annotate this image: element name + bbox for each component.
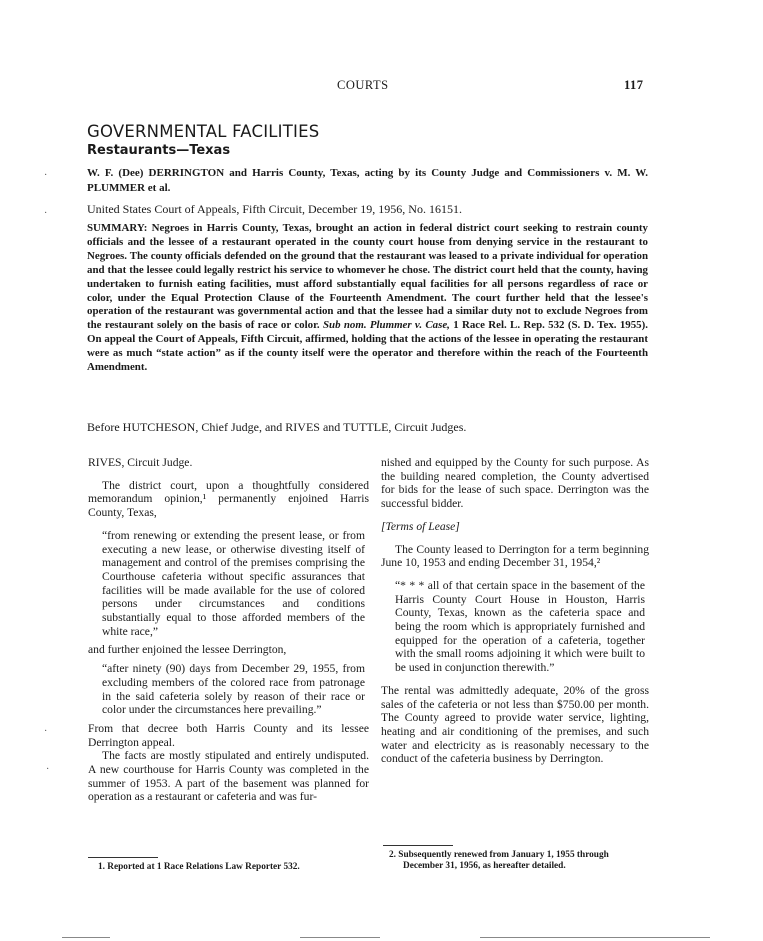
scan-speck: ·	[44, 208, 48, 219]
footnote-2-line-2: December 31, 1956, as hereafter detailed.	[403, 861, 566, 871]
opinion-paragraph: The facts are mostly stipulated and entirely undisputed. A new courthouse for Harris County was completed in the summer of 1953. A part of the basement was planned for operation as a restaurant or cafeteria and was fur-	[88, 749, 369, 804]
court-line: United States Court of Appeals, Fifth Circuit, December 19, 1956, No. 16151.	[87, 202, 462, 216]
scan-speck: ·	[44, 170, 48, 181]
summary-text: Negroes in Harris County, Texas, brought an action in federal district court seeking to restrain county officials and the lessee of a restaurant operated in the county court house from denying service in the restaurant to Negroes. The county officials defended on the ground that the restaurant was leased to a private individual for operation and that the lessee could legally restrict his service to whomever he chose. The district court held that the county, having undertaken to furnish eating facilities, must afford substantially equal facilities for all persons regardless of race or color, under the Equal Protection Clause of the Fourteenth Amendment. The court further held that the lessee's operation of the restaurant was governmental action and that the lessee had a similar duty not to exclude Negroes from the restaurant solely on the basis of race or color.	[87, 222, 648, 332]
footnote-1: 1. Reported at 1 Race Relations Law Reporter 532.	[98, 862, 300, 872]
opinion-author: RIVES, Circuit Judge.	[88, 456, 193, 469]
lease-subheading: [Terms of Lease]	[381, 519, 460, 533]
footnote-rule	[88, 857, 158, 858]
case-summary	[87, 222, 648, 375]
running-head	[0, 78, 763, 94]
scan-edge-mark	[62, 937, 110, 938]
opinion-paragraph: nished and equipped by the County for such purpose. As the building neared completion, the County advertised for bids for the lease of such space. Derrington was the successful bidder.	[381, 456, 649, 511]
footnote-rule	[383, 845, 453, 846]
opinion-paragraph: and further enjoined the lessee Derrington,	[88, 643, 287, 657]
footnote-2	[389, 850, 651, 872]
section-subtitle: Restaurants—Texas	[87, 143, 231, 158]
running-title: COURTS	[337, 78, 389, 92]
block-quote: “from renewing or extending the present lease, or from executing a new lease, or otherwise divesting itself of management and control of the premises comprising the Courthouse cafeteria without specific assurances that facilities will be made available for the use of colored persons under circumstances and conditions substantially equal to those afforded members of the white race,”	[102, 528, 365, 638]
scan-edge-mark	[480, 937, 710, 938]
scan-edge-mark	[300, 937, 380, 938]
block-quote: “* * * all of that certain space in the basement of the Harris County Court House in Houston, Harris County, Texas, known as the cafeteria space and being the room which is appropriately furnished and equipped for the operation of a cafeteria, together with the small rooms adjoining it which were built to be used in conjunction therewith.”	[395, 578, 645, 675]
summary-label: SUMMARY:	[87, 222, 148, 234]
scan-speck: ·	[44, 726, 48, 737]
page-number: 117	[624, 78, 644, 92]
summary-tail: 1 Race Rel. L. Rep. 532 (S. D. Tex. 1955). On appeal the Court of Appeals, Fifth Circuit, affirmed, holding that the actions of the lessee in operating the restaurant were as much “state action” as if the county itself were the operator and therefore within the reach of the Fourteenth Amendment.	[87, 319, 648, 374]
summary-italic: Sub nom. Plummer v. Case,	[322, 319, 450, 332]
before-line: Before HUTCHESON, Chief Judge, and RIVES and TUTTLE, Circuit Judges.	[87, 420, 467, 434]
case-caption: W. F. (Dee) DERRINGTON and Harris County, Texas, acting by its County Judge and Commissioners v. M. W. PLUMMER et al.	[87, 167, 648, 194]
footnote-2-line-1: 2. Subsequently renewed from January 1, 1955 through	[389, 850, 609, 860]
opinion-paragraph: The rental was admittedly adequate, 20% of the gross sales of the cafeteria or not less than $750.00 per month. The County agreed to provide water service, lighting, heating and air conditioning of the premises, and such water and electricity as is reasonably necessary to the conduct of the cafeteria business by Derrington.	[381, 683, 649, 766]
block-quote: “after ninety (90) days from December 29, 1955, from excluding members of the colored race from patronage in the said cafeteria solely by reason of their race or color under the circumstances here prevailing.”	[102, 662, 365, 717]
scan-speck: ·	[46, 764, 50, 775]
opinion-paragraph: The district court, upon a thoughtfully considered memorandum opinion,¹ permanently enjoined Harris County, Texas,	[88, 478, 369, 520]
opinion-right-column	[381, 456, 649, 766]
section-title: GOVERNMENTAL FACILITIES	[87, 122, 320, 141]
opinion-paragraph: The County leased to Derrington for a term beginning June 10, 1953 and ending December 31, 1954,²	[381, 542, 649, 570]
opinion-left-column	[88, 456, 369, 804]
opinion-paragraph: From that decree both Harris County and its lessee Derrington appeal.	[88, 721, 369, 749]
